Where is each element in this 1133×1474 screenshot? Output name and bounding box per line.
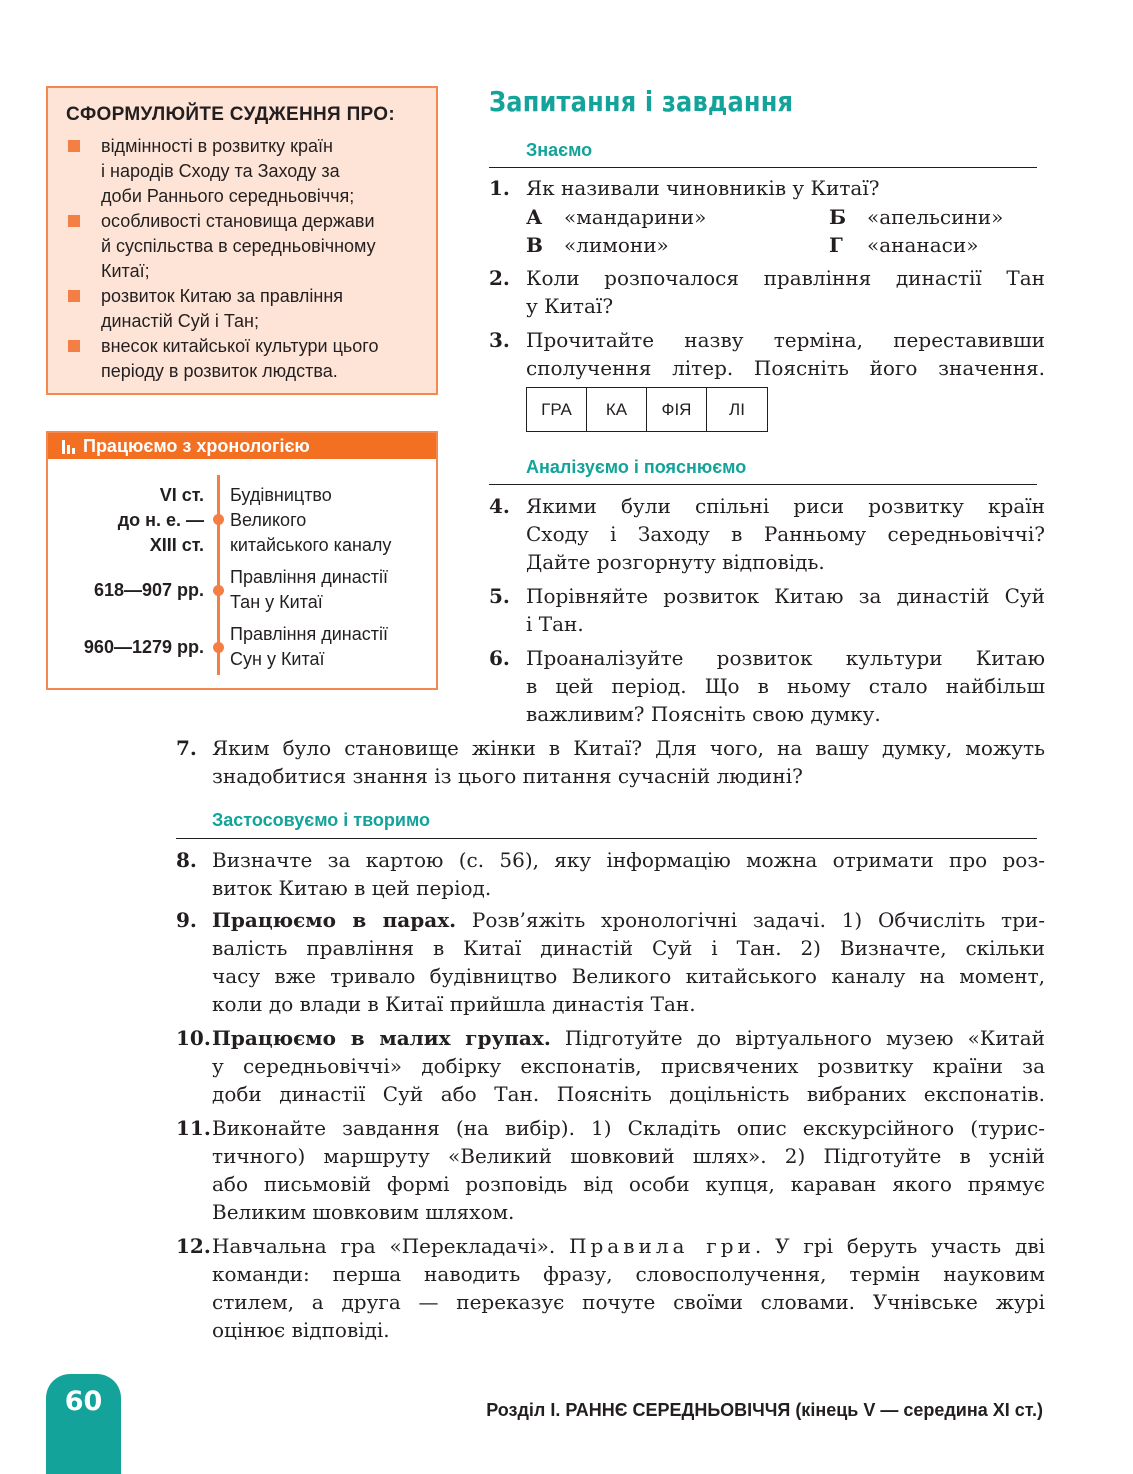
letter-cell: ФІЯ — [647, 388, 707, 431]
timeline-date: VI ст. до н. е. — XIII ст. — [117, 485, 204, 555]
page-number-tab — [46, 1374, 121, 1474]
judgement-list — [66, 134, 422, 384]
square-bullet-icon — [68, 340, 80, 352]
timeline-dot — [213, 585, 224, 596]
question-text: Коли розпочалося правління династії Тан у Китаї? — [526, 266, 1045, 318]
item-line: династій Суй і Тан; — [101, 311, 260, 331]
section-heading-know: Знаємо — [526, 140, 593, 160]
section-heading-analyze: Аналізуємо і пояснюємо — [526, 457, 747, 477]
timeline-date: 960—1279 рр. — [83, 637, 204, 657]
item-line: особливості становища держави — [101, 211, 375, 231]
list-item — [66, 134, 422, 209]
square-bullet-icon — [68, 215, 80, 227]
question-7 — [176, 734, 1045, 790]
page-number: 60 — [64, 1386, 103, 1417]
question-text: Працюємо в парах. Розв’яжіть хронологічні задачі. 1) Обчисліть три- валість правління в Китаї династій Суй і Тан. 2) Визначте, скільки часу вже тривало будівництво Великого китайського каналу на момент, коли до влади в Китаї прийшла династія Тан. — [212, 908, 1045, 1016]
item-line: внесок китайської культури цього — [101, 336, 379, 356]
question-number: 3. — [489, 328, 510, 352]
timeline-event: Правління династії Сун у Китаї — [230, 624, 388, 669]
list-item — [66, 334, 422, 384]
section-rule — [489, 484, 1037, 485]
chronology-title: Працюємо з хронологією — [83, 436, 310, 456]
answer-option-b: Б «апельсини» — [829, 205, 1004, 229]
judgement-title: СФОРМУЛЮЙТЕ СУДЖЕННЯ ПРО: — [66, 104, 395, 125]
question-text: Визначте за картою (с. 56), яку інформацію можна отримати про роз- виток Китаю в цей період. — [212, 848, 1045, 900]
letter-cell: ГРА — [527, 388, 587, 431]
square-bullet-icon — [68, 290, 80, 302]
question-2 — [489, 264, 1045, 320]
timeline-event: Правління династії Тан у Китаї — [230, 567, 388, 612]
question-text: Прочитайте назву терміна, переставивши сполучення літер. Поясніть його значення. — [526, 328, 1045, 380]
question-6 — [489, 644, 1045, 728]
chronology-icon — [62, 438, 75, 454]
timeline-dot — [213, 642, 224, 653]
question-number: 1. — [489, 176, 510, 200]
square-bullet-icon — [68, 140, 80, 152]
letter-cell: ЛІ — [729, 400, 745, 419]
item-line: Китаї; — [101, 261, 150, 281]
letter-cards — [526, 387, 768, 432]
answer-option-a: А «мандарини» — [526, 205, 707, 229]
letter-cell: КА — [587, 388, 647, 431]
question-number: 4. — [489, 494, 510, 518]
item-line: періоду в розвиток людства. — [101, 361, 338, 381]
question-12 — [176, 1232, 1045, 1344]
item-line: доби Раннього середньовіччя; — [101, 186, 355, 206]
question-number: 8. — [176, 848, 197, 872]
timeline-dot — [213, 514, 224, 525]
question-number: 11. — [176, 1116, 211, 1140]
list-item — [66, 284, 422, 334]
question-number: 6. — [489, 646, 510, 670]
timeline-event: Будівництво Великого китайського каналу — [230, 485, 392, 555]
questions-title: Запитання і завдання — [489, 85, 794, 118]
timeline-date: 618—907 рр. — [93, 580, 204, 600]
question-number: 7. — [176, 736, 197, 760]
question-text: Порівняйте розвиток Китаю за династій Суй і Тан. — [526, 584, 1045, 636]
question-number: 10. — [176, 1026, 211, 1050]
question-text: Якими були спільні риси розвитку країн Сходу і Заходу в Ранньому середньовіччі? Дайте розгорнуту відповідь. — [526, 494, 1045, 574]
item-line: відмінності в розвитку країн — [101, 136, 333, 156]
item-line: й суспільства в середньовічному — [101, 236, 376, 256]
section-heading-apply: Застосовуємо і творимо — [212, 810, 431, 830]
question-text: Проаналізуйте розвиток культури Китаю в цей період. Що в ньому стало найбільш важливим? Поясніть свою думку. — [526, 646, 1045, 726]
question-10 — [176, 1024, 1045, 1108]
question-8 — [176, 846, 1045, 902]
question-number: 5. — [489, 584, 510, 608]
answer-option-c: В «лимони» — [526, 233, 669, 257]
question-9 — [176, 906, 1045, 1018]
question-number: 2. — [489, 266, 510, 290]
question-text: Працюємо в малих групах. Підготуйте до віртуального музею «Китай у середньовіччі» добірку експонатів, присвячених розвитку країни за доби династії Суй або Тан. Поясніть доцільність вибраних експонатів. — [212, 1026, 1045, 1106]
chronology-box — [46, 431, 438, 690]
section-rule — [176, 838, 1037, 839]
question-text: Як називали чиновників у Китаї? — [526, 176, 880, 200]
question-text: Навчальна гра «Перекладачі». Правила гри. У грі беруть участь дві команди: перша наводить фразу, словосполучення, термін науковим стилем, а друга — переказує почуте своїми словами. Учнівське журі оцінює відповіді. — [212, 1234, 1045, 1342]
question-11 — [176, 1114, 1045, 1226]
list-item — [66, 209, 422, 284]
question-1 — [489, 174, 1045, 202]
question-3 — [489, 326, 1045, 382]
question-4 — [489, 492, 1045, 576]
section-rule — [489, 167, 1037, 168]
question-number: 9. — [176, 908, 197, 932]
answer-option-d: Г «ананаси» — [829, 233, 979, 257]
question-text: Яким було становище жінки в Китаї? Для чого, на вашу думку, можуть знадобитися знання із цього питання сучасній людині? — [212, 736, 1045, 788]
chronology-header — [48, 433, 436, 459]
question-number: 12. — [176, 1234, 211, 1258]
running-footer: Розділ I. РАННЄ СЕРЕДНЬОВІЧЧЯ (кінець V — середина XI ст.) — [486, 1400, 1043, 1420]
judgement-box — [46, 86, 438, 395]
question-text: Виконайте завдання (на вибір). 1) Складіть опис екскурсійного (турис- тичного) маршруту «Великий шовковий шлях». 2) Підготуйте в усній або письмовій формі розповідь від особи купця, караван якого прямує Великим шовковим шляхом. — [212, 1116, 1045, 1224]
question-5 — [489, 582, 1045, 638]
item-line: і народів Сходу та Заходу за — [101, 161, 340, 181]
item-line: розвиток Китаю за правління — [101, 286, 344, 306]
